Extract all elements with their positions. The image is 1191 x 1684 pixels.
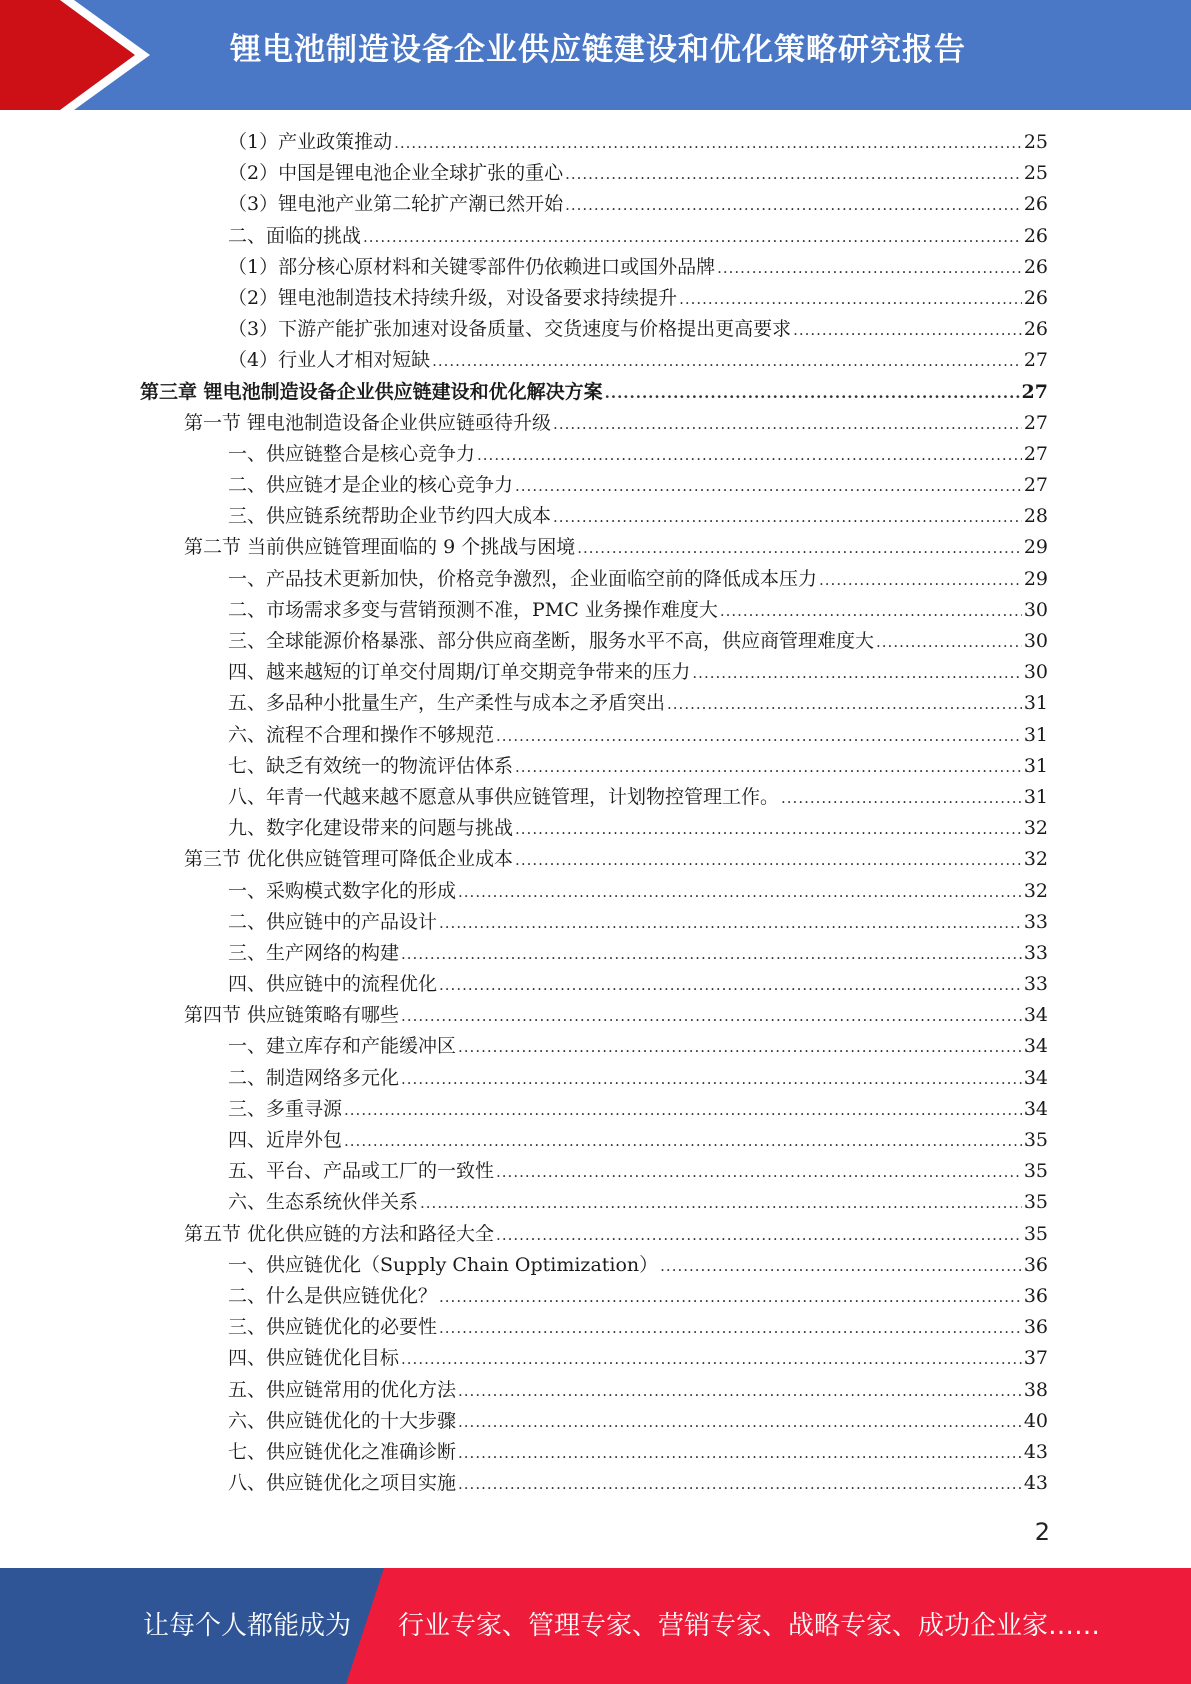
toc-entry-page: 35 <box>1023 1160 1048 1183</box>
toc-entry[interactable] <box>140 1312 1048 1343</box>
toc-entry-page: 29 <box>1023 567 1048 590</box>
toc-entry-page: 29 <box>1023 536 1048 559</box>
toc-leader-dots <box>458 1376 1022 1407</box>
toc-entry-page: 35 <box>1023 1222 1048 1245</box>
toc-leader-dots <box>458 1469 1022 1500</box>
toc-entry-page: 30 <box>1023 630 1048 652</box>
toc-entry[interactable] <box>140 377 1048 408</box>
toc-entry-label: 第一节 锂电池制造设备企业供应链亟待升级 <box>184 411 552 434</box>
toc-leader-dots <box>515 752 1022 783</box>
chevron-arrow-icon <box>0 0 160 110</box>
toc-entry-label: 六、流程不合理和操作不够规范 <box>228 723 495 746</box>
toc-leader-dots <box>458 1438 1022 1469</box>
toc-entry[interactable] <box>140 626 1048 657</box>
toc-entry-page: 26 <box>1023 193 1048 216</box>
toc-entry[interactable] <box>140 345 1048 376</box>
page-header <box>0 0 1191 110</box>
toc-entry[interactable] <box>140 938 1048 969</box>
page-number: 2 <box>1034 1518 1050 1546</box>
toc-entry-label: 六、供应链优化的十大步骤 <box>228 1409 457 1432</box>
toc-entry-label: 四、供应链中的流程优化 <box>228 973 438 996</box>
toc-entry-page: 35 <box>1023 1191 1048 1214</box>
toc-entry-page: 35 <box>1023 1129 1048 1151</box>
toc-entry-label: 二、供应链中的产品设计 <box>228 910 438 933</box>
toc-entry-page: 33 <box>1023 973 1048 996</box>
toc-entry-page: 32 <box>1023 879 1048 902</box>
toc-entry-label: （3）锂电池产业第二轮扩产潮已然开始 <box>228 193 564 216</box>
toc-leader-dots <box>439 1313 1022 1344</box>
toc-entry-label: （2）中国是锂电池企业全球扩张的重心 <box>228 162 564 185</box>
toc-entry[interactable] <box>140 844 1048 875</box>
toc-entry-label: （1）产业政策推动 <box>228 131 393 153</box>
toc-leader-dots <box>394 128 1022 159</box>
toc-entry[interactable] <box>140 532 1048 563</box>
toc-entry[interactable] <box>140 876 1048 907</box>
toc-entry[interactable] <box>140 1000 1048 1031</box>
toc-entry-label: 三、供应链优化的必要性 <box>228 1316 438 1339</box>
toc-entry-label: 第五节 优化供应链的方法和路径大全 <box>184 1222 495 1245</box>
toc-entry-page: 25 <box>1023 162 1048 185</box>
toc-entry-page: 26 <box>1023 255 1048 278</box>
toc-leader-dots <box>363 222 1022 253</box>
toc-leader-dots <box>553 502 1022 533</box>
toc-entry-label: 一、建立库存和产能缓冲区 <box>228 1035 457 1058</box>
toc-entry-page: 40 <box>1023 1409 1048 1432</box>
toc-entry-label: 第二节 当前供应链管理面临的 9 个挑战与困境 <box>184 536 576 559</box>
toc-entry-page: 30 <box>1023 661 1048 684</box>
toc-entry-label: 八、供应链优化之项目实施 <box>228 1472 457 1495</box>
toc-entry[interactable] <box>140 314 1048 345</box>
toc-entry-page: 33 <box>1023 941 1048 964</box>
toc-entry-page: 36 <box>1023 1253 1048 1276</box>
toc-leader-dots <box>496 1157 1022 1188</box>
footer-slogan: 让每个人都能成为 <box>143 1611 352 1641</box>
toc-entry-label: 二、供应链才是企业的核心竞争力 <box>228 474 514 497</box>
toc-entry-page: 27 <box>1021 380 1048 403</box>
toc-entry-page: 34 <box>1023 1004 1048 1027</box>
toc-entry-label: 四、近岸外包 <box>228 1129 343 1151</box>
toc-leader-dots <box>496 1220 1022 1251</box>
toc-entry-label: （3）下游产能扩张加速对设备质量、交货速度与价格提出更高要求 <box>228 318 792 341</box>
toc-leader-dots <box>432 346 1022 377</box>
toc-entry-page: 34 <box>1023 1066 1048 1089</box>
toc-entry-page: 27 <box>1023 474 1048 497</box>
toc-entry[interactable] <box>140 252 1048 283</box>
toc-entry[interactable] <box>140 1437 1048 1468</box>
toc-entry-label: 六、生态系统伙伴关系 <box>228 1191 419 1214</box>
toc-leader-dots <box>679 284 1022 315</box>
toc-entry-page: 36 <box>1023 1316 1048 1339</box>
table-of-contents <box>140 127 1048 1499</box>
toc-entry[interactable] <box>140 221 1048 252</box>
toc-entry-page: 31 <box>1023 723 1048 746</box>
toc-entry-page: 27 <box>1023 349 1048 372</box>
toc-entry-label: 七、缺乏有效统一的物流评估体系 <box>228 754 514 777</box>
toc-entry[interactable] <box>140 1375 1048 1406</box>
toc-leader-dots <box>496 721 1022 752</box>
toc-entry-label: 二、制造网络多元化 <box>228 1066 400 1089</box>
toc-leader-dots <box>565 190 1022 221</box>
toc-entry[interactable] <box>140 1125 1048 1156</box>
toc-entry-page: 31 <box>1023 692 1048 715</box>
toc-entry[interactable] <box>140 1031 1048 1062</box>
toc-entry-label: （4）行业人才相对短缺 <box>228 349 431 372</box>
toc-entry-label: 三、供应链系统帮助企业节约四大成本 <box>228 505 552 528</box>
toc-entry[interactable] <box>140 969 1048 1000</box>
toc-entry-label: 三、多重寻源 <box>228 1097 343 1120</box>
toc-leader-dots <box>515 814 1022 845</box>
toc-entry[interactable] <box>140 751 1048 782</box>
toc-entry-label: 第四节 供应链策略有哪些 <box>184 1004 400 1027</box>
toc-entry[interactable] <box>140 283 1048 314</box>
toc-leader-dots <box>515 471 1022 502</box>
toc-leader-dots <box>605 378 1020 409</box>
toc-leader-dots <box>553 409 1022 440</box>
toc-leader-dots <box>344 1126 1022 1157</box>
toc-entry-label: 二、面临的挑战 <box>228 224 362 247</box>
toc-entry-page: 32 <box>1023 817 1048 840</box>
toc-entry-label: 一、供应链优化（Supply Chain Optimization） <box>228 1253 659 1276</box>
toc-entry-label: 八、年青一代越来越不愿意从事供应链管理，计划物控管理工作。 <box>228 785 780 808</box>
toc-leader-dots <box>458 1407 1022 1438</box>
toc-entry-page: 43 <box>1023 1472 1048 1495</box>
toc-leader-dots <box>692 658 1021 689</box>
toc-entry[interactable] <box>140 657 1048 688</box>
toc-entry-label: 一、产品技术更新加快，价格竞争激烈，企业面临空前的降低成本压力 <box>228 567 818 590</box>
toc-leader-dots <box>344 1095 1022 1126</box>
toc-entry-label: 九、数字化建设带来的问题与挑战 <box>228 817 514 840</box>
toc-entry[interactable] <box>140 1343 1048 1374</box>
toc-entry[interactable] <box>140 813 1048 844</box>
toc-entry-label: 四、越来越短的订单交付周期/订单交期竞争带来的压力 <box>228 661 691 684</box>
toc-entry[interactable] <box>140 1406 1048 1437</box>
toc-leader-dots <box>876 627 1022 658</box>
toc-leader-dots <box>720 596 1022 627</box>
toc-entry[interactable] <box>140 408 1048 439</box>
toc-leader-dots <box>401 1344 1022 1375</box>
toc-leader-dots <box>565 159 1022 190</box>
toc-entry-page: 28 <box>1023 505 1048 528</box>
toc-entry-page: 26 <box>1023 286 1048 309</box>
toc-entry[interactable] <box>140 595 1048 626</box>
toc-entry-label: 七、供应链优化之准确诊断 <box>228 1440 457 1463</box>
toc-leader-dots <box>420 1188 1022 1219</box>
toc-entry-label: 第三节 优化供应链管理可降低企业成本 <box>184 848 514 871</box>
toc-entry-label: 二、市场需求多变与营销预测不准，PMC 业务操作难度大 <box>228 598 718 621</box>
toc-entry[interactable] <box>140 1219 1048 1250</box>
toc-leader-dots <box>401 939 1022 970</box>
toc-entry-page: 34 <box>1023 1035 1048 1058</box>
toc-entry[interactable] <box>140 1250 1048 1281</box>
toc-leader-dots <box>439 1282 1022 1313</box>
toc-entry-page: 27 <box>1023 411 1048 434</box>
toc-entry-page: 34 <box>1023 1097 1048 1120</box>
toc-entry-label: 一、供应链整合是核心竞争力 <box>228 442 476 465</box>
toc-entry-page: 26 <box>1023 318 1048 341</box>
toc-entry[interactable] <box>140 501 1048 532</box>
toc-entry-page: 36 <box>1023 1284 1048 1307</box>
toc-leader-dots <box>477 440 1022 471</box>
toc-entry[interactable] <box>140 564 1048 595</box>
toc-entry-label: （1）部分核心原材料和关键零部件仍依赖进口或国外品牌 <box>228 255 716 278</box>
toc-leader-dots <box>458 877 1022 908</box>
toc-entry-page: 31 <box>1023 754 1048 777</box>
toc-leader-dots <box>401 1064 1022 1095</box>
toc-entry-label: 四、供应链优化目标 <box>228 1347 400 1370</box>
toc-entry-label: 五、多品种小批量生产，生产柔性与成本之矛盾突出 <box>228 692 666 715</box>
toc-entry-label: 一、采购模式数字化的形成 <box>228 879 457 902</box>
toc-entry-page: 43 <box>1023 1440 1048 1463</box>
toc-entry[interactable] <box>140 1063 1048 1094</box>
toc-leader-dots <box>717 253 1022 284</box>
toc-entry-label: （2）锂电池制造技术持续升级，对设备要求持续提升 <box>228 286 678 309</box>
toc-leader-dots <box>781 783 1022 814</box>
toc-entry-page: 27 <box>1023 442 1048 465</box>
toc-entry[interactable] <box>140 439 1048 470</box>
toc-entry[interactable] <box>140 1187 1048 1218</box>
toc-entry[interactable] <box>140 1094 1048 1125</box>
toc-leader-dots <box>401 1001 1022 1032</box>
toc-entry-label: 三、生产网络的构建 <box>228 941 400 964</box>
toc-leader-dots <box>577 533 1022 564</box>
toc-entry[interactable] <box>140 907 1048 938</box>
page-footer <box>0 1568 1191 1684</box>
toc-entry[interactable] <box>140 1468 1048 1499</box>
toc-leader-dots <box>819 565 1022 596</box>
toc-leader-dots <box>793 315 1022 346</box>
toc-leader-dots <box>439 970 1022 1001</box>
toc-entry-page: 38 <box>1023 1378 1048 1401</box>
toc-entry[interactable] <box>140 1281 1048 1312</box>
toc-entry[interactable] <box>140 470 1048 501</box>
toc-entry[interactable] <box>140 158 1048 189</box>
toc-entry[interactable] <box>140 189 1048 220</box>
toc-entry-label: 三、全球能源价格暴涨、部分供应商垄断，服务水平不高，供应商管理难度大 <box>228 630 875 652</box>
toc-entry-label: 五、供应链常用的优化方法 <box>228 1378 457 1401</box>
toc-entry-label: 第三章 锂电池制造设备企业供应链建设和优化解决方案 <box>140 380 603 403</box>
toc-entry-page: 30 <box>1023 598 1048 621</box>
footer-experts: 行业专家、管理专家、营销专家、战略专家、成功企业家…… <box>398 1611 1101 1641</box>
report-title: 锂电池制造设备企业供应链建设和优化策略研究报告 <box>230 32 966 68</box>
toc-leader-dots <box>439 908 1022 939</box>
toc-entry-page: 26 <box>1023 224 1048 247</box>
toc-entry-page: 25 <box>1023 131 1048 153</box>
toc-entry[interactable] <box>140 688 1048 719</box>
toc-entry-page: 32 <box>1023 848 1048 871</box>
toc-entry[interactable] <box>140 1156 1048 1187</box>
toc-entry[interactable] <box>140 127 1048 158</box>
toc-entry-page: 37 <box>1023 1347 1048 1370</box>
toc-leader-dots <box>515 845 1022 876</box>
toc-entry-page: 31 <box>1023 785 1048 808</box>
toc-leader-dots <box>458 1032 1022 1063</box>
toc-leader-dots <box>660 1251 1022 1282</box>
toc-entry-page: 33 <box>1023 910 1048 933</box>
toc-entry-label: 二、什么是供应链优化？ <box>228 1284 438 1307</box>
toc-entry[interactable] <box>140 782 1048 813</box>
toc-entry-label: 五、平台、产品或工厂的一致性 <box>228 1160 495 1183</box>
toc-entry[interactable] <box>140 720 1048 751</box>
toc-leader-dots <box>667 689 1022 720</box>
